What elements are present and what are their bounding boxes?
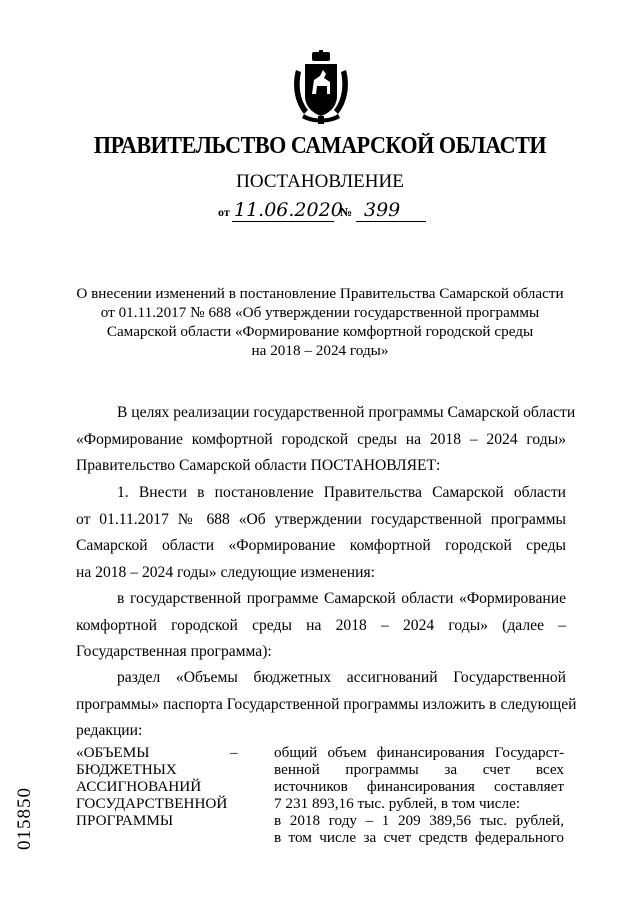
text-line: Правительство Самарской области ПОСТАНОВЛЯЕТ: [76,457,441,474]
table-dash: – [230,744,238,761]
side-serial-number: 015850 [14,787,35,850]
number-value: 399 [364,199,401,221]
text-line: «Формирование комфортной городской среды на 2018 – 2024 годы» [76,430,566,448]
table-left-line: БЮДЖЕТНЫХ [76,761,177,778]
table-right-line: 7 231 893,16 тыс. рублей, в том числе: [274,795,521,812]
number-underline [356,221,426,222]
heading-line: О внесении изменений в постановление Правительства Самарской области [76,285,564,302]
table-left-line: ПРОГРАММЫ [76,812,174,829]
text-line: в государственной программе Самарской области «Формирование [117,590,566,607]
text-line: Самарской области «Формирование комфортной городской среды [76,537,566,554]
document-type: ПОСТАНОВЛЕНИЕ [236,171,404,192]
heading-line: от 01.11.2017 № 688 «Об утверждении государственной программы [100,304,540,321]
text-line: программы» паспорта Государственной программы изложить в следующей [76,695,577,713]
text-line: 1. Внести в постановление Правительства Самарской области [117,484,566,501]
table-right-line: венной программы за счет всех [274,761,564,778]
date-value: 11.06.2020 [234,199,343,221]
table-right-line: в 2018 году – 1 209 389,56 тыс. рублей, [274,812,564,829]
heading-line: на 2018 – 2024 годы» [251,342,389,359]
table-left-column [76,744,276,829]
paragraph-section [76,665,577,745]
text-line: комфортной городской среды на 2018 – 2024 годы» (далее – [76,616,566,634]
table-right-column [274,744,564,846]
date-prefix: от [218,205,230,219]
table-right-line: общий объем финансирования Государст- [274,744,564,761]
text-line: редакции: [76,722,143,739]
coat-of-arms-emblem [290,50,352,124]
date-underline [232,221,334,222]
document-heading [60,284,580,360]
table-left-line: ГОСУДАРСТВЕННОЙ [76,795,228,812]
heading-line: Самарской области «Формирование комфортной городской среды [106,323,534,340]
number-prefix: № [340,205,353,219]
paragraph-program [76,586,566,666]
text-line: на 2018 – 2024 годы» следующие изменения: [76,563,375,581]
table-right-line: в том числе за счет средств федерального [274,829,564,846]
government-title: ПРАВИТЕЛЬСТВО САМАРСКОЙ ОБЛАСТИ [93,133,547,159]
paragraph-item-1 [76,480,566,586]
table-left-line: АССИГНОВАНИЙ [76,778,202,795]
text-line: Государственная программа): [76,643,272,660]
table-left-line: «ОБЪЕМЫ [76,744,150,761]
date-number-line [218,200,428,224]
text-line: В целях реализации государственной программы Самарской области [117,404,576,421]
table-right-line: источников финансирования составляет [274,778,564,795]
text-line: раздел «Объемы бюджетных ассигнований Государственной [117,669,566,686]
paragraph-preamble [76,400,576,480]
text-line: от 01.11.2017 № 688 «Об утверждении государственной программы [76,510,566,528]
